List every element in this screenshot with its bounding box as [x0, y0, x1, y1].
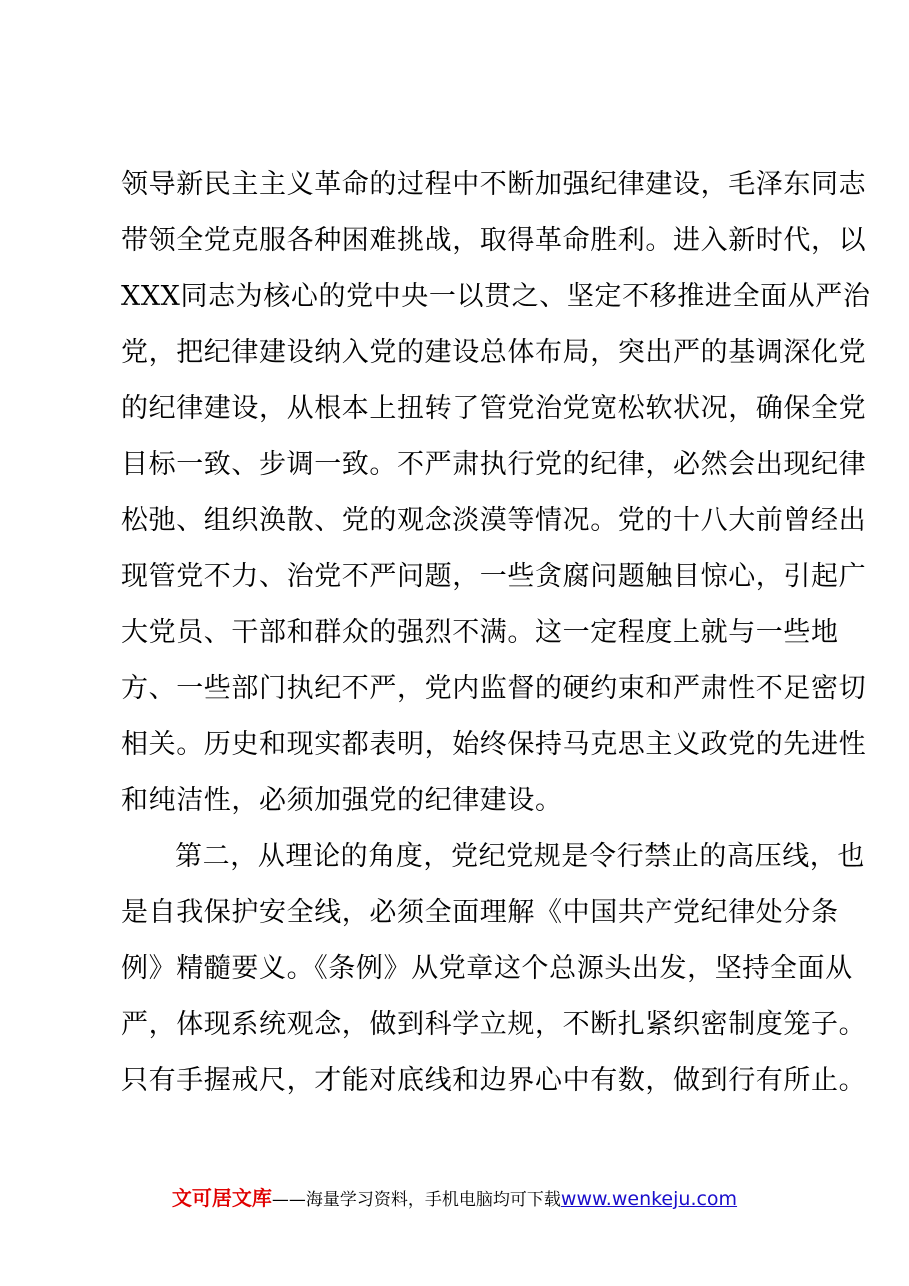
footer-tagline: ——海量学习资料，手机电脑均可下载 — [271, 1190, 561, 1210]
paragraph-line: 相关。历史和现实都表明，始终保持马克思主义政党的先进性 — [121, 729, 867, 760]
paragraph-line: 松弛、组织涣散、党的观念淡漠等情况。党的十八大前曾经出 — [121, 505, 867, 536]
paragraph-line: 和纯洁性，必须加强党的纪律建设。 — [121, 785, 563, 816]
paragraph-line: 严，体现系统观念，做到科学立规，不断扎紧织密制度笼子。 — [121, 1009, 867, 1040]
paragraph-line: 只有手握戒尺，才能对底线和边界心中有数，做到行有所止。 — [121, 1065, 867, 1096]
paragraph-line: 例》精髓要义。《条例》从党章这个总源头出发，坚持全面从 — [121, 953, 853, 984]
paragraph-line: 目标一致、步调一致。不严肃执行党的纪律，必然会出现纪律 — [121, 449, 867, 480]
paragraph-line: 领导新民主主义革命的过程中不断加强纪律建设，毛泽东同志 — [121, 169, 867, 200]
footer-link[interactable]: www.wenkeju.com — [560, 1188, 738, 1210]
footer-brand: 文可居文库 — [171, 1186, 272, 1210]
paragraph-line: 现管党不力、治党不严问题，一些贪腐问题触目惊心，引起广 — [121, 561, 867, 592]
paragraph-line: 带领全党克服各种困难挑战，取得革命胜利。进入新时代，以 — [121, 225, 867, 256]
paragraph-line: 的纪律建设，从根本上扭转了管党治党宽松软状况，确保全党 — [121, 393, 867, 424]
footer-banner — [0, 1178, 909, 1218]
paragraph-line: 第二，从理论的角度，党纪党规是令行禁止的高压线，也 — [175, 841, 865, 872]
paragraph-line: 是自我保护安全线，必须全面理解《中国共产党纪律处分条 — [121, 897, 839, 928]
paragraph-line: 大党员、干部和群众的强烈不满。这一定程度上就与一些地 — [121, 617, 839, 648]
paragraph-line: 方、一些部门执纪不严，党内监督的硬约束和严肃性不足密切 — [121, 673, 867, 704]
paragraph-line: XXX同志为核心的党中央一以贯之、坚定不移推进全面从严治 — [121, 281, 871, 312]
paragraph-line: 党，把纪律建设纳入党的建设总体布局，突出严的基调深化党 — [121, 337, 867, 368]
